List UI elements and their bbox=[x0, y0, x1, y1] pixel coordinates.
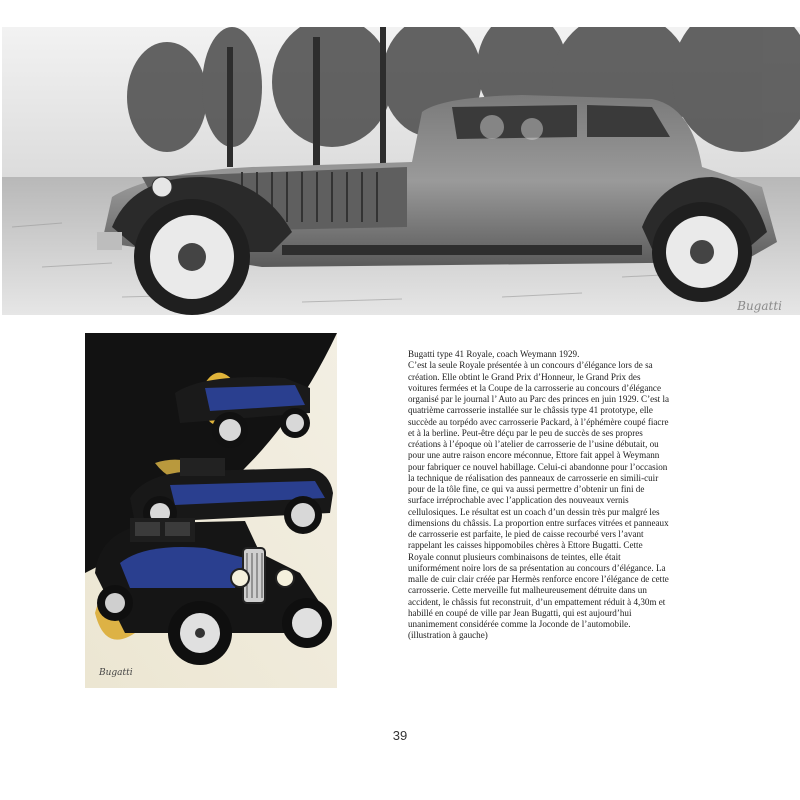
caption-body: C’est la seule Royale présentée à un concours d’élégance lors de sa création. Elle obtint le Grand Prix d’Honneur, le Grand Prix des voitures fermées et la Coupe de la carrosserie au concours d’élégance organisé par le journal l’ Auto au Parc des princes en juin 1929. C’est la quatrième carrosserie installée sur le châssis type 41 prototype, elle succède au torpédo avec carrosserie Packard, à l’éphémère coupé fiacre et à la berline. Peut-être déçu par le peu de succès de ses propres créations à l’époque où l’atelier de carrosserie de l’usine débutait, ou pour une autre raison encore méconnue, Ettore fait appel à Weymann pour fabriquer ce nouvel habillage. Celui-ci abandonne pour l’occasion la technique de réalisation des panneaux de carrosserie en simili-cuir pour de la tôle fine, ce qui va aussi permettre d’obtenir un fini de surface irréprochable avec l’application des nouveaux vernis cellulosiques. Le résultat est un coach d’un dessin très pur malgré les dimensions du châssis. La proportion entre surfaces vitrées et panneaux de carrosserie est parfaite, le pied de caisse recourbé vers l’avant rappelant les caisses hippomobiles chères à Ettore Bugatti. Cette Royale connut plusieurs combinaisons de teintes, elle était uniformément noire lors de sa présentation au concours d’élégance. La malle de cuir clair créée par Hermès renforce encore l’élégance de cette carrosserie. Cette merveille fut malheureusement détruite dans un accident, le châssis fut reconstruit, d’un empattement réduit à 4,30m et habillé en coupé de ville par Jean Bugatti, qui est aujourd’hui unanimement considérée comme la Joconde de l’automobile. (illustration à gauche) bbox=[408, 360, 670, 641]
illustration-signature: Bugatti bbox=[99, 668, 133, 678]
page-number: 39 bbox=[392, 728, 408, 743]
car-illustration bbox=[85, 333, 337, 688]
caption-heading: Bugatti type 41 Royale, coach Weymann 1929. bbox=[408, 349, 580, 359]
caption bbox=[408, 349, 670, 642]
car-photo bbox=[2, 27, 800, 315]
photo-signature: Bugatti bbox=[737, 299, 782, 313]
